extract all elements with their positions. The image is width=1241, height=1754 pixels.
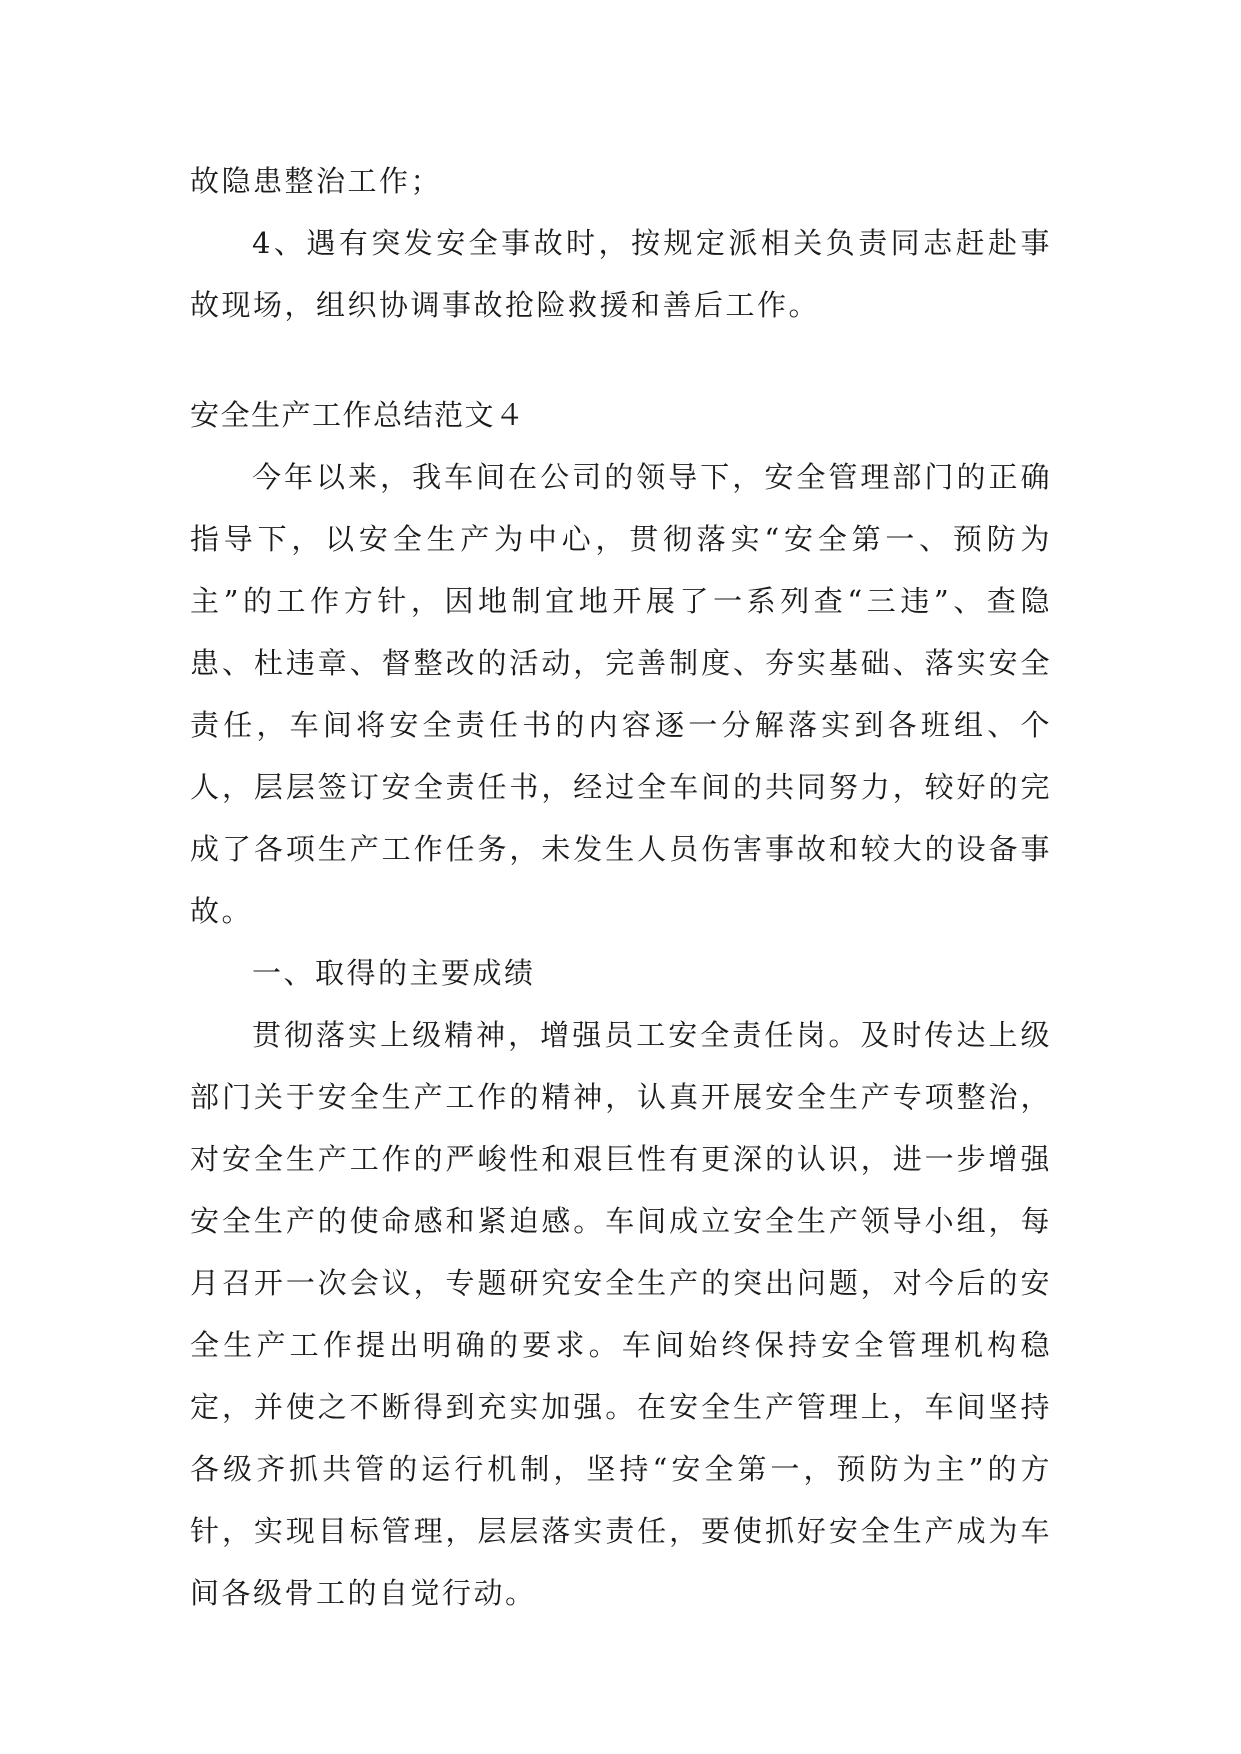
paragraph-achievements: 贯彻落实上级精神，增强员工安全责任岗。及时传达上级部门关于安全生产工作的精神，认真开展安全生产专项整治，对安全生产工作的严峻性和艰巨性有更深的认识，进一步增强安全生产的使命感和紧迫感。车间成立安全生产领导小组，每月召开一次会议，专题研究安全生产的突出问题，对今后的安全生产工作提出明确的要求。车间始终保持安全管理机构稳定，并使之不断得到充实加强。在安全生产管理上，车间坚持各级齐抓共管的运行机制，坚持“安全第一，预防为主”的方针，实现目标管理，层层落实责任，要使抓好安全生产成为车间各级骨工的自觉行动。 — [190, 1018, 1052, 1610]
document-page — [190, 150, 1052, 1624]
paragraph-intro: 今年以来，我车间在公司的领导下，安全管理部门的正确指导下，以安全生产为中心，贯彻落实“安全第一、预防为主”的工作方针，因地制宜地开展了一系列查“三违”、查隐患、杜违章、督整改的活动，完善制度、夯实基础、落实安全责任，车间将安全责任书的内容逐一分解落实到各班组、个人，层层签订安全责任书，经过全车间的共同努力，较好的完成了各项生产工作任务，未发生人员伤害事故和较大的设备事故。 — [190, 460, 1052, 928]
paragraph-continuation: 故隐患整治工作； — [190, 164, 443, 198]
section-title: 安全生产工作总结范文４ — [190, 398, 526, 432]
paragraph-item-4: 4、遇有突发安全事故时，按规定派相关负责同志赶赴事故现场，组织协调事故抢险救援和善后工作。 — [190, 226, 1052, 322]
section-spacer — [190, 336, 1052, 384]
subheading-main-achievements: 一、取得的主要成绩 — [252, 956, 536, 990]
